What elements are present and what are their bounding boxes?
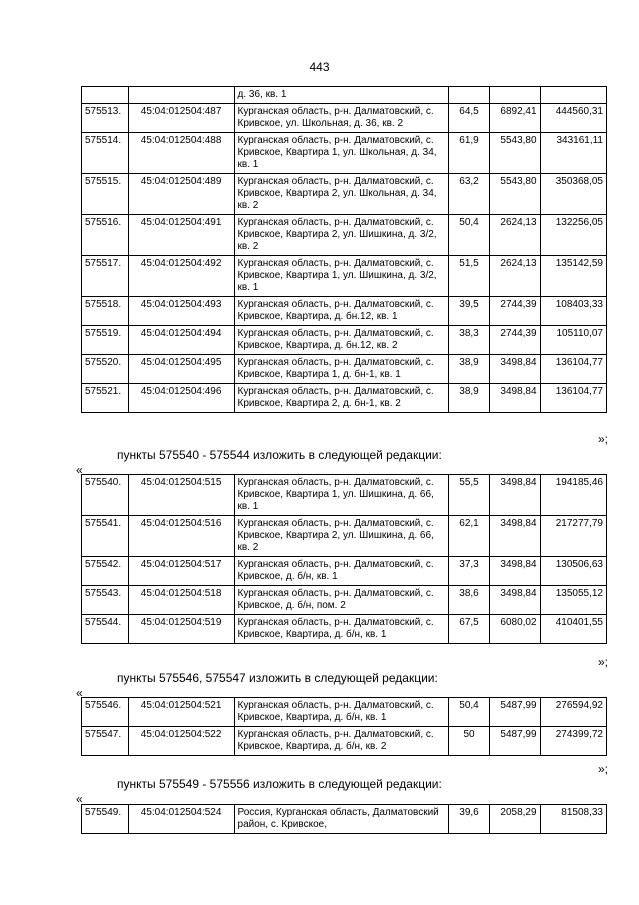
unit-price-cell (489, 87, 540, 104)
total-value-cell: 136104,77 (540, 355, 606, 384)
address-cell: Курганская область, р-н. Далматовский, с. Кривское, Квартира 2, д. бн-1, кв. 2 (234, 384, 449, 413)
row-number-cell: 575544. (82, 615, 129, 644)
table-row (82, 355, 607, 384)
page-number: 443 (309, 60, 330, 74)
area-cell: 39,6 (449, 805, 489, 834)
row-number-cell: 575543. (82, 586, 129, 615)
unit-price-cell: 5487,99 (489, 698, 540, 727)
area-cell: 63,2 (449, 174, 489, 215)
cadastral-number-cell: 45:04:012504:495 (128, 355, 234, 384)
cadastral-number-cell: 45:04:012504:516 (128, 516, 234, 557)
unit-price-cell: 3498,84 (489, 355, 540, 384)
area-cell: 50 (449, 727, 489, 756)
table-row (82, 698, 607, 727)
registry-table-1 (81, 86, 607, 413)
table-row (82, 557, 607, 586)
unit-price-cell: 3498,84 (489, 475, 540, 516)
area-cell: 38,6 (449, 586, 489, 615)
total-value-cell: 135055,12 (540, 586, 606, 615)
cadastral-number-cell: 45:04:012504:524 (128, 805, 234, 834)
total-value-cell: 132256,05 (540, 215, 606, 256)
address-cell: Курганская область, р-н. Далматовский, с. Кривское, Квартира, д. б/н, кв. 1 (234, 615, 449, 644)
total-value-cell: 105110,07 (540, 326, 606, 355)
cadastral-number-cell: 45:04:012504:517 (128, 557, 234, 586)
table-row (82, 215, 607, 256)
row-number-cell: 575547. (82, 727, 129, 756)
cadastral-number-cell: 45:04:012504:489 (128, 174, 234, 215)
row-number-cell (82, 87, 129, 104)
address-cell: Курганская область, р-н. Далматовский, с. Кривское, Квартира, д. б/н, кв. 2 (234, 727, 449, 756)
unit-price-cell: 3498,84 (489, 557, 540, 586)
address-cell: Курганская область, р-н. Далматовский, с. Кривское, д. б/н, кв. 1 (234, 557, 449, 586)
total-value-cell: 217277,79 (540, 516, 606, 557)
total-value-cell: 410401,55 (540, 615, 606, 644)
area-cell: 62,1 (449, 516, 489, 557)
table-row (82, 133, 607, 174)
address-cell: Курганская область, р-н. Далматовский, с. Кривское, Квартира, д. б/н, кв. 1 (234, 698, 449, 727)
row-number-cell: 575513. (82, 104, 129, 133)
table-row (82, 104, 607, 133)
unit-price-cell: 5543,80 (489, 174, 540, 215)
row-number-cell: 575520. (82, 355, 129, 384)
table-row (82, 615, 607, 644)
area-cell: 50,4 (449, 215, 489, 256)
unit-price-cell: 6080,02 (489, 615, 540, 644)
row-number-cell: 575518. (82, 297, 129, 326)
opening-quote-3: « (76, 686, 83, 700)
table-row (82, 87, 607, 104)
cadastral-number-cell: 45:04:012504:491 (128, 215, 234, 256)
area-cell (449, 87, 489, 104)
address-cell: Курганская область, р-н. Далматовский, с. Кривское, ул. Школьная, д. 36, кв. 2 (234, 104, 449, 133)
cadastral-number-cell: 45:04:012504:521 (128, 698, 234, 727)
registry-table-4 (81, 804, 607, 834)
opening-quote-2: « (76, 463, 83, 477)
address-cell: Курганская область, р-н. Далматовский, с. Кривское, Квартира 2, ул. Школьная, д. 34, кв. 2 (234, 174, 449, 215)
cadastral-number-cell: 45:04:012504:519 (128, 615, 234, 644)
row-number-cell: 575542. (82, 557, 129, 586)
row-number-cell: 575549. (82, 805, 129, 834)
cadastral-number-cell: 45:04:012504:496 (128, 384, 234, 413)
address-cell: Курганская область, р-н. Далматовский, с. Кривское, Квартира 2, ул. Шишкина, д. 3/2, кв. 2 (234, 215, 449, 256)
row-number-cell: 575541. (82, 516, 129, 557)
unit-price-cell: 3498,84 (489, 516, 540, 557)
total-value-cell: 136104,77 (540, 384, 606, 413)
address-cell: Курганская область, р-н. Далматовский, с. Кривское, Квартира 2, ул. Шишкина, д. 66, кв. 2 (234, 516, 449, 557)
area-cell: 39,5 (449, 297, 489, 326)
instruction-575540-575544: пункты 575540 - 575544 изложить в следующей редакции: (117, 448, 442, 462)
cadastral-number-cell (128, 87, 234, 104)
registry-table-2 (81, 474, 607, 644)
opening-quote-4: « (76, 792, 83, 806)
total-value-cell: 274399,72 (540, 727, 606, 756)
area-cell: 38,9 (449, 355, 489, 384)
area-cell: 51,5 (449, 256, 489, 297)
cadastral-number-cell: 45:04:012504:487 (128, 104, 234, 133)
table-row (82, 174, 607, 215)
total-value-cell: 194185,46 (540, 475, 606, 516)
closing-quote-2: »; (597, 655, 608, 669)
address-cell: Курганская область, р-н. Далматовский, с. Кривское, Квартира, д. бн.12, кв. 2 (234, 326, 449, 355)
row-number-cell: 575546. (82, 698, 129, 727)
area-cell: 37,3 (449, 557, 489, 586)
total-value-cell: 130506,63 (540, 557, 606, 586)
table-row (82, 516, 607, 557)
address-cell: Россия, Курганская область, Далматовский район, с. Кривское, (234, 805, 449, 834)
address-cell: Курганская область, р-н. Далматовский, с. Кривское, Квартира, д. бн.12, кв. 1 (234, 297, 449, 326)
row-number-cell: 575521. (82, 384, 129, 413)
unit-price-cell: 3498,84 (489, 586, 540, 615)
address-cell: Курганская область, р-н. Далматовский, с. Кривское, Квартира 1, ул. Школьная, д. 34, кв. 1 (234, 133, 449, 174)
address-cell: Курганская область, р-н. Далматовский, с. Кривское, Квартира 1, ул. Шишкина, д. 66, кв. 1 (234, 475, 449, 516)
cadastral-number-cell: 45:04:012504:493 (128, 297, 234, 326)
area-cell: 55,5 (449, 475, 489, 516)
cadastral-number-cell: 45:04:012504:492 (128, 256, 234, 297)
area-cell: 38,9 (449, 384, 489, 413)
total-value-cell: 350368,05 (540, 174, 606, 215)
table-row (82, 805, 607, 834)
table-row (82, 297, 607, 326)
table-row (82, 384, 607, 413)
address-cell: д. 36, кв. 1 (234, 87, 449, 104)
unit-price-cell: 5487,99 (489, 727, 540, 756)
total-value-cell: 444560,31 (540, 104, 606, 133)
total-value-cell: 135142,59 (540, 256, 606, 297)
table-row (82, 475, 607, 516)
registry-table-3 (81, 697, 607, 756)
row-number-cell: 575519. (82, 326, 129, 355)
area-cell: 64,5 (449, 104, 489, 133)
closing-quote-1: »; (597, 432, 608, 446)
row-number-cell: 575515. (82, 174, 129, 215)
unit-price-cell: 6892,41 (489, 104, 540, 133)
total-value-cell: 81508,33 (540, 805, 606, 834)
unit-price-cell: 2624,13 (489, 256, 540, 297)
address-cell: Курганская область, р-н. Далматовский, с. Кривское, Квартира 1, ул. Шишкина, д. 3/2, кв. 1 (234, 256, 449, 297)
table-row (82, 586, 607, 615)
table-row (82, 326, 607, 355)
cadastral-number-cell: 45:04:012504:488 (128, 133, 234, 174)
area-cell: 67,5 (449, 615, 489, 644)
unit-price-cell: 2624,13 (489, 215, 540, 256)
unit-price-cell: 5543,80 (489, 133, 540, 174)
row-number-cell: 575514. (82, 133, 129, 174)
cadastral-number-cell: 45:04:012504:515 (128, 475, 234, 516)
instruction-575549-575556: пункты 575549 - 575556 изложить в следующей редакции: (117, 777, 442, 791)
table-row (82, 256, 607, 297)
unit-price-cell: 3498,84 (489, 384, 540, 413)
cadastral-number-cell: 45:04:012504:522 (128, 727, 234, 756)
total-value-cell: 276594,92 (540, 698, 606, 727)
unit-price-cell: 2744,39 (489, 297, 540, 326)
closing-quote-3: »; (597, 762, 608, 776)
row-number-cell: 575517. (82, 256, 129, 297)
total-value-cell (540, 87, 606, 104)
unit-price-cell: 2058,29 (489, 805, 540, 834)
address-cell: Курганская область, р-н. Далматовский, с. Кривское, д. б/н, пом. 2 (234, 586, 449, 615)
cadastral-number-cell: 45:04:012504:518 (128, 586, 234, 615)
area-cell: 38,3 (449, 326, 489, 355)
address-cell: Курганская область, р-н. Далматовский, с. Кривское, Квартира 1, д. бн-1, кв. 1 (234, 355, 449, 384)
area-cell: 61,9 (449, 133, 489, 174)
table-row (82, 727, 607, 756)
area-cell: 50,4 (449, 698, 489, 727)
instruction-575546-575547: пункты 575546, 575547 изложить в следующей редакции: (117, 671, 438, 685)
unit-price-cell: 2744,39 (489, 326, 540, 355)
row-number-cell: 575516. (82, 215, 129, 256)
row-number-cell: 575540. (82, 475, 129, 516)
cadastral-number-cell: 45:04:012504:494 (128, 326, 234, 355)
total-value-cell: 343161,11 (540, 133, 606, 174)
total-value-cell: 108403,33 (540, 297, 606, 326)
